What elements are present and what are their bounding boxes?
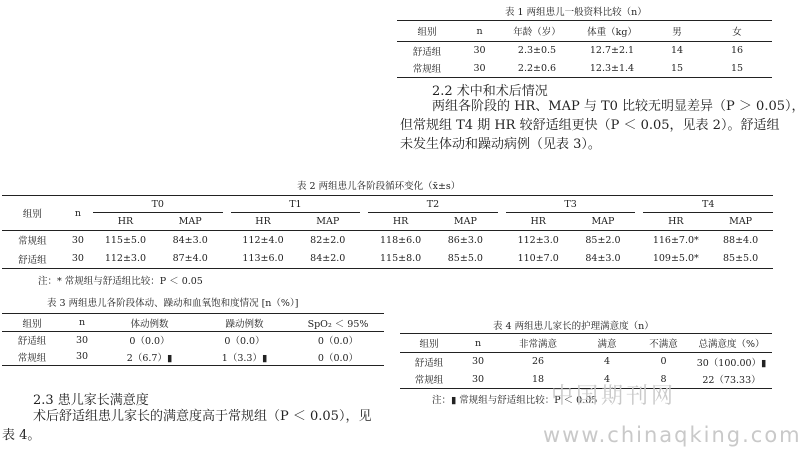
table4-note: 注：▮ 常规组与舒适组比较：P ＜ 0.05 — [432, 395, 598, 406]
table2-subheader: HR — [392, 216, 409, 227]
table4-header: 非常满意 — [518, 339, 557, 350]
table2-cell: 30 — [71, 253, 84, 265]
table2-cell: 112±4.0 — [242, 234, 284, 246]
table1-cell: 16 — [730, 45, 744, 57]
table3-cell: 0（0.0） — [317, 352, 359, 364]
table2-cell: 112±3.0 — [104, 253, 147, 265]
table2-subheader: MAP — [591, 216, 615, 227]
table4-cell: 0 — [660, 356, 667, 368]
table4-cell: 18 — [531, 373, 545, 385]
table2-cell: 115±8.0 — [380, 253, 422, 265]
table2-period: T3 — [506, 196, 636, 213]
table4-cell: 8 — [660, 373, 667, 385]
table2-period: T0 — [93, 196, 223, 213]
table-row — [400, 353, 772, 371]
table-row — [2, 332, 384, 349]
table2-subheader: HR — [668, 216, 684, 227]
paragraph-line: 术后舒适组患儿家长的满意度高于常规组（P ＜ 0.05），见 — [33, 409, 372, 424]
table1-cell: 2.2±0.6 — [517, 62, 557, 74]
table2-period: T1 — [231, 196, 361, 213]
table1-cell: 2.3±0.5 — [517, 45, 557, 57]
table1-cell: 12.3±1.4 — [589, 62, 635, 74]
table2-subheader: HR — [530, 216, 546, 227]
paragraph-line: 两组各阶段的 HR、MAP 与 T0 比较无明显差异（P ＞ 0.05）， — [432, 99, 805, 114]
table2-cell: 85±5.0 — [723, 253, 759, 265]
table2-cell: 30 — [71, 234, 84, 246]
table1-header: 男 — [672, 27, 682, 38]
table1-cell: 15 — [730, 62, 744, 74]
table2-header-group: 组别 — [2, 196, 63, 231]
table3-header: SpO₂ ＜ 95% — [307, 318, 369, 330]
table-row — [397, 60, 772, 78]
table2-cell: 84±3.0 — [585, 253, 621, 265]
table3-header: n — [78, 317, 86, 328]
table-row — [2, 349, 384, 366]
table2-cell: 84±3.0 — [172, 234, 208, 246]
table1-cell: 12.7±2.1 — [589, 45, 635, 57]
table2-cell: 84±2.0 — [310, 253, 346, 265]
table3-cell: 2（6.7）▮ — [126, 352, 173, 364]
table3-caption: 表 3 两组患儿各阶段体动、躁动和血氧饱和度情况 [n（%）] — [47, 298, 299, 309]
table1-header: n — [476, 25, 483, 37]
table2-period: T2 — [368, 196, 498, 213]
table1-cell: 30 — [473, 62, 486, 74]
table4-cell: 22（73.33） — [702, 375, 761, 387]
table1-caption: 表 1 两组患儿一般资料比较（n） — [505, 7, 647, 18]
table3 — [2, 313, 384, 366]
table4-header: 组别 — [419, 339, 439, 350]
table4-cell: 30 — [471, 373, 485, 385]
table4-cell: 常规组 — [414, 375, 444, 387]
table1 — [397, 20, 772, 78]
watermark-url: www.chinaqking.com — [543, 423, 802, 447]
table-row — [397, 42, 772, 60]
table4-cell: 30（100.00）▮ — [696, 357, 767, 369]
table4-caption: 表 4 两组患儿家长的护理满意度（n） — [493, 321, 654, 332]
table2-subheader: MAP — [316, 216, 340, 227]
table2-cell: 舒适组 — [18, 254, 47, 266]
table2-cell: 112±3.0 — [517, 234, 559, 246]
table4-cell: 舒适组 — [414, 357, 444, 369]
table1-header: 组别 — [417, 27, 437, 38]
table1-cell: 30 — [473, 45, 486, 57]
table1-cell: 舒适组 — [412, 46, 442, 58]
table2-caption: 表 2 两组患儿各阶段循环变化（x̄±s） — [297, 181, 461, 192]
table4-cell: 4 — [603, 373, 611, 385]
table3-header: 组别 — [22, 318, 42, 330]
table1-cell: 15 — [670, 62, 684, 74]
table4-cell: 26 — [531, 356, 545, 368]
table2-cell: 85±2.0 — [585, 234, 621, 246]
table2-subheader: MAP — [453, 216, 477, 227]
table3-cell: 0（0.0） — [129, 336, 170, 348]
table1-header: 体重（kg） — [587, 27, 637, 38]
table4-header: 不满意 — [649, 339, 678, 350]
table4-header: 总满意度（%） — [698, 339, 765, 350]
paragraph-line: 表 4。 — [2, 428, 41, 443]
table2 — [2, 195, 773, 269]
section-heading: 2.3 患儿家长满意度 — [33, 393, 149, 408]
table2-cell: 115±5.0 — [104, 234, 147, 246]
table2-cell: 110±7.0 — [517, 253, 559, 265]
table3-cell: 1（3.3）▮ — [221, 352, 268, 364]
table1-cell: 14 — [670, 45, 684, 57]
table3-cell: 0（0.0） — [317, 336, 359, 348]
table2-subheader: HR — [255, 216, 271, 227]
table2-period: T4 — [643, 196, 773, 213]
table-row — [2, 231, 773, 250]
table3-cell: 舒适组 — [17, 336, 47, 348]
table2-subheader: MAP — [729, 216, 753, 227]
table1-cell: 常规组 — [412, 64, 442, 76]
table-row — [2, 250, 773, 269]
table3-header: 体动例数 — [130, 318, 169, 330]
table3-header: 躁动例数 — [225, 318, 264, 330]
table1-header: 年龄（岁） — [513, 27, 561, 38]
table4-cell: 4 — [603, 356, 611, 368]
table4-cell: 30 — [471, 356, 485, 368]
table4-header: 满意 — [597, 339, 617, 350]
table2-cell: 116±7.0* — [652, 234, 699, 246]
paragraph-line: 未发生体动和躁动病例（见表 3）。 — [400, 137, 601, 152]
table3-cell: 0（0.0） — [224, 336, 265, 348]
table4-header: n — [474, 337, 482, 349]
table2-cell: 85±5.0 — [447, 253, 483, 265]
table2-cell: 87±4.0 — [172, 253, 208, 265]
table1-header: 女 — [732, 27, 742, 38]
paragraph-line: 但常规组 T4 期 HR 较舒适组更快（P ＜ 0.05，见表 2）。舒适组 — [400, 118, 780, 133]
table2-cell: 113±6.0 — [242, 253, 284, 265]
table2-cell: 常规组 — [18, 236, 47, 248]
table2-subheader: HR — [117, 216, 134, 227]
table2-header-n: n — [63, 196, 93, 231]
table2-cell: 118±6.0 — [380, 234, 422, 246]
table3-cell: 30 — [75, 334, 89, 346]
table2-cell: 82±2.0 — [310, 234, 346, 246]
table2-cell: 109±5.0* — [652, 253, 699, 265]
table2-cell: 86±3.0 — [447, 234, 483, 246]
section-heading: 2.2 术中和术后情况 — [432, 84, 548, 99]
table2-cell: 88±4.0 — [723, 234, 759, 246]
table2-subheader: MAP — [178, 216, 202, 227]
table3-cell: 30 — [75, 351, 89, 363]
table2-note: 注：* 常规组与舒适组比较：P ＜ 0.05 — [38, 276, 203, 287]
watermark-cn: 中国期刊网 — [551, 384, 677, 409]
table3-cell: 常规组 — [17, 352, 47, 364]
